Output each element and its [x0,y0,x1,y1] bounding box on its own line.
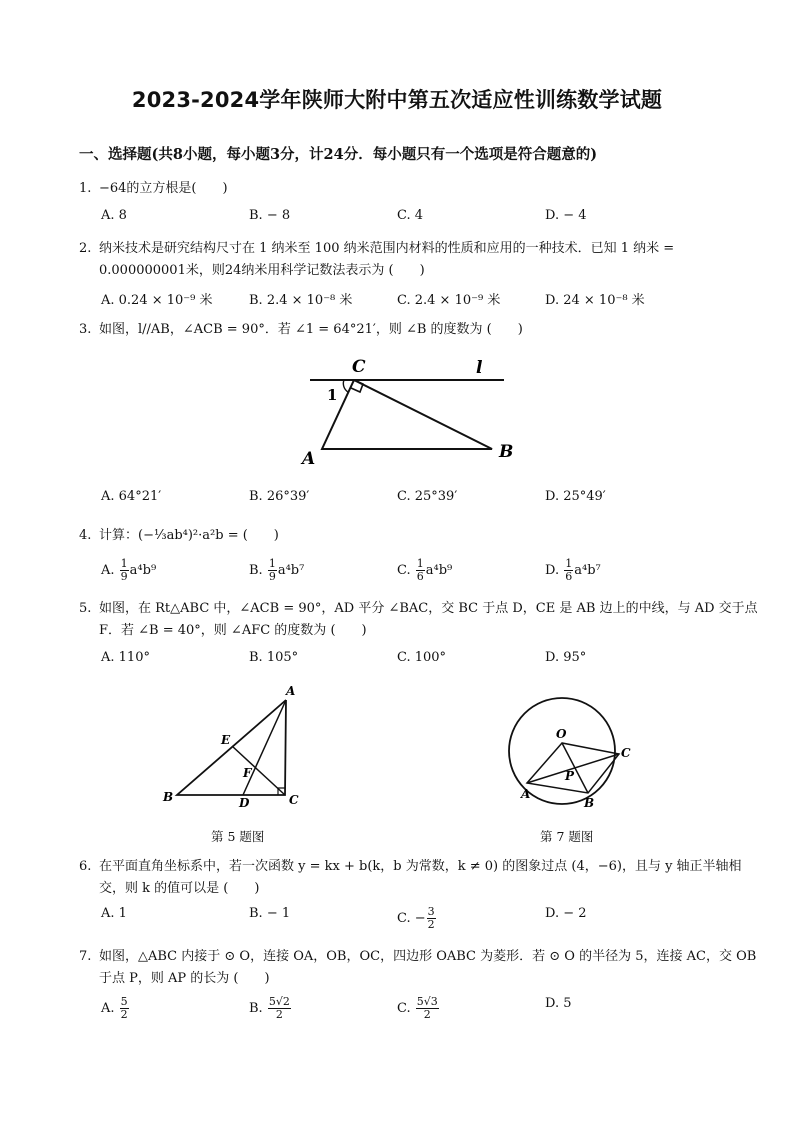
option-a: A. 1 [101,906,127,921]
question-number: 4. [79,528,92,543]
question-number: 3. [79,322,92,337]
question-text: 计算： [99,528,139,543]
question-number: 7. [79,949,92,964]
question-1-options [101,208,721,232]
question-7-line2: 于点 P，则 AP 的长为 ( ) [99,971,270,986]
question-3-figure [290,352,530,472]
label-b: B [499,442,514,462]
question-6-line2: 交，则 k 的值可以是 ( ) [99,881,260,896]
question-2-options [101,289,721,313]
question-6 [79,856,742,878]
option-d: D. 25°49′ [545,489,606,504]
label-c: C [352,357,366,377]
option-d: D. 5 [545,996,572,1011]
question-7-options [101,996,721,1026]
question-3-options [101,489,721,513]
label-l: l [476,358,483,378]
label-c: C [621,746,631,760]
question-6-options [101,906,721,936]
question-2 [79,238,674,260]
question-5-line2: F．若 ∠B = 40°，则 ∠AFC 的度数为 ( ) [99,623,367,638]
question-7 [79,946,756,968]
option-c: C. 100° [397,650,447,665]
option-a: A. 110° [101,650,150,665]
question-4 [79,525,279,547]
option-c: C. 25°39′ [397,489,458,504]
option-a: A. 0.24 × 10⁻⁹ 米 [101,293,213,308]
label-d: D [239,796,250,810]
label-o: O [556,727,567,741]
question-number: 5. [79,601,92,616]
question-number: 6. [79,859,92,874]
segment-ad [243,700,286,795]
option-a: A. $\frac{1}{9}$ a⁴b⁹ [101,557,157,583]
option-d: D. 24 × 10⁻⁸ 米 [545,293,645,308]
label-a: A [286,684,296,698]
question-number: 2. [79,241,92,256]
option-b: B. $\frac{1}{9}$ a⁴b⁷ [249,557,305,583]
question-3 [79,319,523,341]
figure-7-caption: 第 7 题图 [540,829,594,844]
expression: (−⅓ab⁴)²·a²b = ( ) [138,528,279,543]
option-b: B. 2.4 × 10⁻⁸ 米 [249,293,353,308]
question-text: −64的立方根是( ) [99,181,228,196]
option-d: D. − 4 [545,208,587,223]
option-b: B. 105° [249,650,299,665]
label-c: C [289,793,299,807]
option-c: C. $\frac{1}{6}$ a⁴b⁹ [397,557,453,583]
question-1 [79,178,228,200]
option-c: C. − $\frac{3}{2}$ [397,905,435,931]
angle-1-arc [343,380,348,392]
section-heading: 一、选择题(共8小题，每小题3分，计24分．每小题只有一个选项是符合题意的) [79,146,598,163]
label-b: B [163,790,174,804]
option-d: D. 95° [545,650,587,665]
question-2-line2: 0.000000001米，则24纳米用科学记数法表示为 ( ) [99,263,425,278]
question-5 [79,598,758,620]
question-text: 如图，l//AB，∠ACB = 90°．若 ∠1 = 64°21′，则 ∠B 的度数为 ( ) [99,322,523,337]
question-4-options [101,558,721,588]
label-b: B [584,796,595,810]
option-a: A. 64°21′ [101,489,162,504]
question-text-line1: 如图，在 Rt△ABC 中，∠ACB = 90°，AD 平分 ∠BAC，交 BC 于点 D，CE 是 AB 边上的中线，与 AD 交于点 [99,601,758,616]
option-c: C. $\frac{5√3}{2}$ [397,995,438,1021]
question-7-figure [505,688,645,818]
label-p: P [565,769,575,783]
option-a: A. 8 [101,208,127,223]
option-b: B. − 8 [249,208,291,223]
option-a: A. $\frac{5}{2}$ [101,995,128,1021]
option-b: B. 26°39′ [249,489,310,504]
option-b: B. − 1 [249,906,291,921]
option-c: C. 2.4 × 10⁻⁹ 米 [397,293,501,308]
segment-ce [232,746,285,795]
question-text-line1: 如图，△ABC 内接于 ⊙ O，连接 OA，OB，OC，四边形 OABC 为菱形．若 ⊙ O 的半径为 5，连接 AC，交 OB [99,949,757,964]
question-text-line1: 纳米技术是研究结构尺寸在 1 纳米至 100 纳米范围内材料的性质和应用的一种技术．已知 1 纳米 = [99,241,675,256]
triangle-abc [322,380,492,449]
option-d: D. − 2 [545,906,587,921]
option-b: B. $\frac{5√2}{2}$ [249,995,290,1021]
label-a: A [302,449,316,469]
question-text-line1: 在平面直角坐标系中，若一次函数 y = kx + b(k，b 为常数，k ≠ 0) 的图象过点 (4，−6)，且与 y 轴正半轴相 [99,859,742,874]
option-d: D. $\frac{1}{6}$ a⁴b⁷ [545,557,601,583]
label-f: F [243,766,252,780]
label-e: E [221,733,231,747]
page-title: 2023-2024学年陕师大附中第五次适应性训练数学试题 [131,88,663,112]
question-5-figure [155,680,315,810]
question-5-options [101,650,721,674]
figure-5-caption: 第 5 题图 [211,829,265,844]
option-c: C. 4 [397,208,424,223]
label-1: 1 [327,386,338,404]
label-a: A [521,787,531,801]
question-number: 1. [79,181,92,196]
